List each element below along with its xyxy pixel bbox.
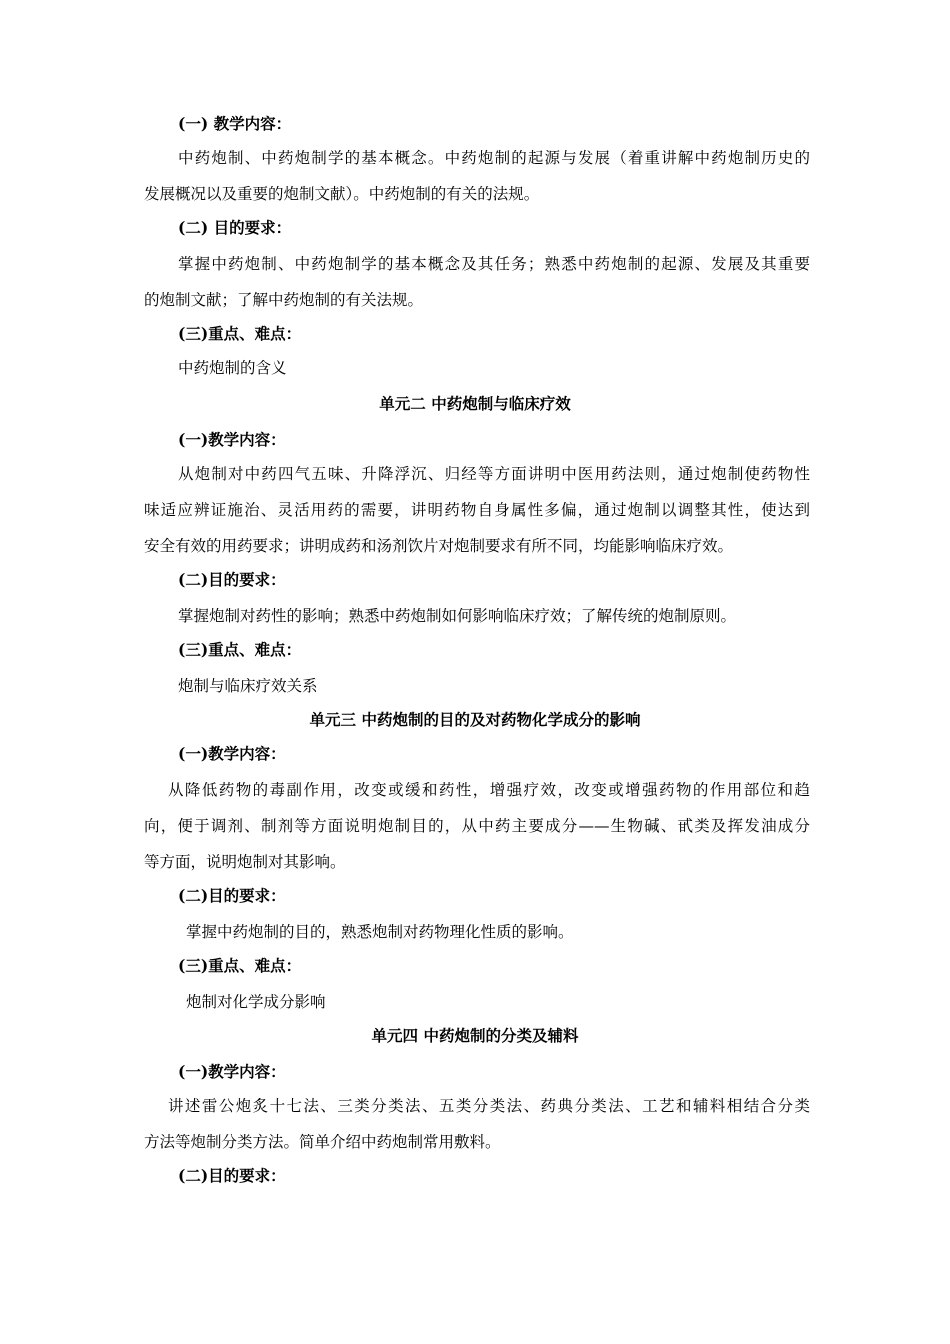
unit3-heading-content: (一)教学内容： [178,744,286,763]
unit2-heading-key-points: (三)重点、难点： [178,640,302,659]
unit3-content-line: 从降低药物的毒副作用，改变或缓和药性，增强疗效，改变或增强药物的作用部位和趋 [168,781,810,799]
unit3-key-points-line: 炮制对化学成分影响 [186,993,326,1011]
unit1-heading-requirements: (二) 目的要求： [178,218,292,237]
unit3-heading-key-points: (三)重点、难点： [178,956,302,975]
unit1-requirements-line: 的炮制文献；了解中药炮制的有关法规。 [144,291,424,309]
unit2-title: 单元二 中药炮制与临床疗效 [379,394,571,413]
unit2-key-points-line: 炮制与临床疗效关系 [178,677,318,695]
unit1-requirements-line: 掌握中药炮制、中药炮制学的基本概念及其任务；熟悉中药炮制的起源、发展及其重要 [178,255,810,273]
unit3-title: 单元三 中药炮制的目的及对药物化学成分的影响 [309,710,641,729]
unit2-content-line: 安全有效的用药要求；讲明成药和汤剂饮片对炮制要求有所不同，均能影响临床疗效。 [144,537,734,555]
unit3-content-line: 向，便于调剂、制剂等方面说明炮制目的，从中药主要成分——生物碱、甙类及挥发油成分 [144,817,810,835]
unit2-requirements-line: 掌握炮制对药性的影响；熟悉中药炮制如何影响临床疗效；了解传统的炮制原则。 [178,607,737,625]
unit1-key-points-line: 中药炮制的含义 [178,359,287,377]
unit2-content-line: 从炮制对中药四气五味、升降浮沉、归经等方面讲明中医用药法则，通过炮制使药物性 [178,465,810,483]
unit2-content-line: 味适应辨证施治、灵活用药的需要，讲明药物自身属性多偏，通过炮制以调整其性，使达到 [144,501,810,519]
unit1-content-line: 中药炮制、中药炮制学的基本概念。中药炮制的起源与发展（着重讲解中药炮制历史的 [178,149,810,167]
unit4-heading-content: (一)教学内容： [178,1062,286,1081]
unit2-heading-content: (一)教学内容： [178,430,286,449]
unit3-requirements-line: 掌握中药炮制的目的，熟悉炮制对药物理化性质的影响。 [186,923,574,941]
unit3-heading-requirements: (二)目的要求： [178,886,286,905]
unit1-heading-content: (一) 教学内容： [178,114,292,133]
unit4-content-line: 讲述雷公炮炙十七法、三类分类法、五类分类法、药典分类法、工艺和辅料相结合分类 [168,1097,810,1115]
unit3-content-line: 等方面，说明炮制对其影响。 [144,853,346,871]
unit4-content-line: 方法等炮制分类方法。简单介绍中药炮制常用敷料。 [144,1133,501,1151]
unit4-heading-requirements: (二)目的要求： [178,1166,286,1185]
unit1-heading-key-points: (三)重点、难点： [178,324,302,343]
unit2-heading-requirements: (二)目的要求： [178,570,286,589]
unit4-title: 单元四 中药炮制的分类及辅料 [371,1026,579,1045]
unit1-content-line: 发展概况以及重要的炮制文献）。中药炮制的有关的法规。 [144,185,540,203]
